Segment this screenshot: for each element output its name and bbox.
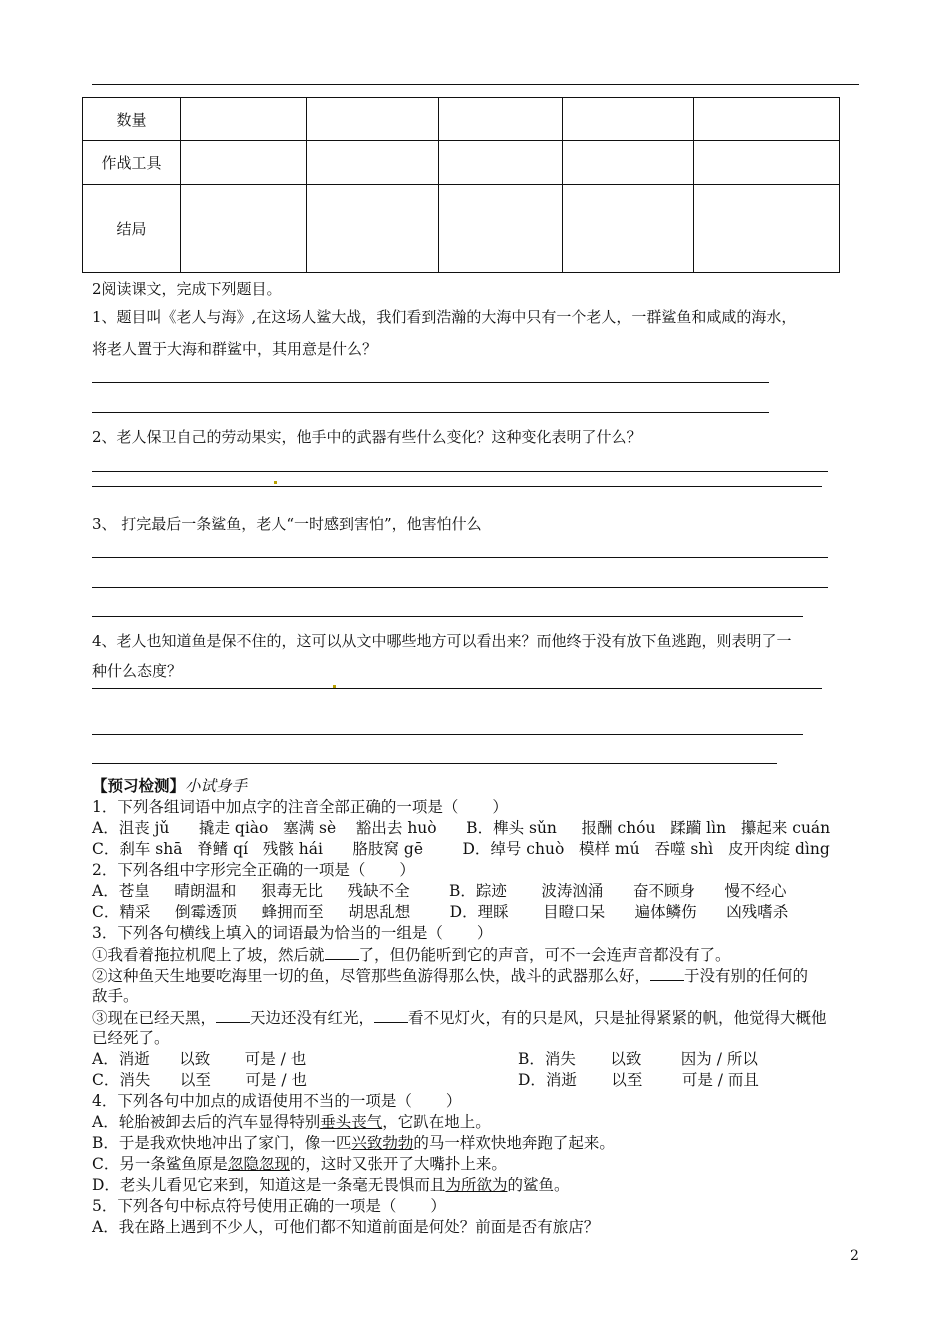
sentence-2 (92, 965, 808, 986)
question-text: 1．下列各组词语中加点字的注音全部正确的一项是（ (92, 798, 459, 816)
option-a (92, 1112, 491, 1132)
answer-line (92, 763, 777, 764)
answer-line (92, 587, 828, 588)
answer-line (92, 734, 803, 735)
question-text: 5．下列各句中标点符号使用正确的一项是（ (92, 1197, 397, 1215)
sentence-text: 了，但仍能听到它的声音，可不一会连声音都没有了。 (358, 946, 731, 964)
table-cell (694, 185, 840, 273)
table-cell (563, 141, 694, 185)
fill-blank[interactable] (325, 944, 359, 960)
table-row (83, 185, 840, 273)
answer-line (92, 412, 769, 413)
sentence-2-continued: 敌手。 (92, 987, 139, 1005)
answer-line (92, 486, 822, 487)
mark-dot (274, 481, 277, 484)
paren-close: ） (492, 798, 508, 816)
table-cell (439, 141, 563, 185)
sentence-3 (92, 1007, 827, 1028)
option-c: C．消失 以至 可是 / 也 (92, 1071, 307, 1089)
table-cell (307, 98, 439, 141)
question-2: 2、老人保卫自己的劳动果实，他手中的武器有些什么变化？这种变化表明了什么？ (92, 428, 642, 446)
option-row-cd: C．精采 倒霉透顶 蜂拥而至 胡思乱想 D．理睬 目瞪口呆 遍体鳞伤 凶残嗜杀 (92, 903, 789, 921)
preview-question-4 (92, 1091, 461, 1111)
table-row (83, 141, 840, 185)
question-text: 3．下列各句横线上填入的词语最为恰当的一组是（ (92, 924, 443, 942)
option-text: 的，这时又张开了大嘴扑上来。 (289, 1155, 507, 1173)
option-text: D．老头儿看见它来到，知道这是一条毫无畏惧而且 (92, 1176, 446, 1194)
preview-question-1 (92, 797, 508, 817)
option-d: D．消逝 以至 可是 / 而且 (518, 1071, 759, 1089)
table-cell (563, 98, 694, 141)
header-rule (92, 84, 859, 85)
answer-line (92, 557, 828, 558)
preview-header (92, 776, 247, 796)
underlined-idiom: 兴致勃勃 (351, 1134, 414, 1152)
table-cell (181, 185, 307, 273)
mark-dot (333, 685, 336, 688)
paren-close: ） (399, 861, 415, 879)
sentence-text: ③现在已经天黑， (92, 1009, 217, 1027)
answer-line (92, 471, 828, 472)
option-a: A．消逝 以致 可是 / 也 (92, 1050, 307, 1068)
table-cell (694, 98, 840, 141)
underlined-idiom: 为所欲为 (445, 1176, 508, 1194)
table-cell (181, 141, 307, 185)
option-c (92, 1154, 507, 1174)
question-4-line-2: 种什么态度？ (92, 662, 183, 680)
table-cell (439, 185, 563, 273)
option-text: 的马一样欢快地奔跑了起来。 (413, 1134, 615, 1152)
comparison-table (82, 97, 840, 273)
reading-instruction: 2阅读课文，完成下列题目。 (92, 280, 282, 298)
table-cell (307, 141, 439, 185)
question-3: 3、 打完最后一条鲨鱼，老人“一时感到害怕”，他害怕什么 (92, 515, 482, 533)
table-cell (694, 141, 840, 185)
sentence-text: 看不见灯火，有的只是风，只是扯得紧紧的帆，他觉得大概他 (408, 1009, 827, 1027)
fill-blank[interactable] (650, 965, 684, 981)
question-1-line-1: 1、题目叫《老人与海》,在这场人鲨大战，我们看到浩瀚的大海中只有一个老人，一群鲨鱼和咸咸的海水， (92, 308, 797, 326)
answer-line (92, 382, 769, 383)
option-text: ，它趴在地上。 (382, 1113, 491, 1131)
sentence-3-continued: 已经死了。 (92, 1029, 170, 1047)
sentence-text: ②这种鱼天生地要吃海里一切的鱼，尽管那些鱼游得那么快，战斗的武器那么好， (92, 967, 651, 985)
preview-question-5 (92, 1196, 446, 1216)
answer-line (92, 616, 803, 617)
row-label: 结局 (83, 185, 181, 273)
paren-close: ） (445, 1092, 462, 1110)
option-b (92, 1133, 615, 1153)
sentence-text: 天边还没有红光， (250, 1009, 375, 1027)
paren-close: ） (430, 1197, 446, 1215)
sentence-text: 于没有别的任何的 (684, 967, 809, 985)
option-b: B．消失 以致 因为 / 所以 (518, 1050, 758, 1068)
paren-close: ） (476, 924, 493, 942)
underlined-idiom: 垂头丧气 (320, 1113, 383, 1131)
sentence-text: ①我看着拖拉机爬上了坡，然后就 (92, 946, 325, 964)
table-row (83, 98, 840, 141)
page-number: 2 (850, 1248, 859, 1264)
preview-header-subtitle: 小试身手 (185, 777, 248, 795)
question-text: 4．下列各句中加点的成语使用不当的一项是（ (92, 1092, 412, 1110)
option-row-ab: A．沮丧 jǔ 撬走 qiào 塞满 sè 豁出去 huò B．榫头 sǔn 报酬 chóu 蹂躏 lìn 攥起来 cuán (92, 819, 831, 837)
row-label: 数量 (83, 98, 181, 141)
option-text: A．轮胎被卸去后的汽车显得特别 (92, 1113, 321, 1131)
option-row-ab: A．苍皇 晴朗温和 狠毒无比 残缺不全 B．踪迹 波涛汹涌 奋不顾身 慢不经心 (92, 882, 787, 900)
option-text: C．另一条鲨鱼原是 (92, 1155, 228, 1173)
question-1-line-2: 将老人置于大海和群鲨中，其用意是什么？ (92, 340, 378, 358)
preview-question-2 (92, 860, 415, 880)
preview-header-title: 【预习检测】 (92, 776, 186, 795)
option-text: B．于是我欢快地冲出了家门，像一匹 (92, 1134, 352, 1152)
table-cell (307, 185, 439, 273)
table-cell (181, 98, 307, 141)
table-cell (563, 185, 694, 273)
option-text: 的鲨鱼。 (507, 1176, 570, 1194)
option-a: A．我在路上遇到不少人，可他们都不知道前面是何处？前面是否有旅店？ (92, 1218, 600, 1236)
fill-blank[interactable] (216, 1007, 250, 1023)
fill-blank[interactable] (374, 1007, 408, 1023)
sentence-1 (92, 944, 731, 965)
answer-line (92, 688, 822, 689)
underlined-idiom: 忽隐忽现 (227, 1155, 290, 1173)
question-text: 2．下列各组中字形完全正确的一项是（ (92, 861, 366, 879)
option-d (92, 1175, 569, 1195)
preview-question-3 (92, 923, 492, 943)
row-label: 作战工具 (83, 141, 181, 185)
question-4-line-1: 4、老人也知道鱼是保不住的，这可以从文中哪些地方可以看出来？而他终于没有放下鱼逃跑，则表明了一 (92, 632, 792, 650)
option-row-cd: C．刹车 shā 脊鳍 qí 残骸 hái 胳肢窝 gē D．绰号 chuò 模样 mú 吞噬 shì 皮开肉绽 dìng (92, 840, 830, 858)
table-cell (439, 98, 563, 141)
